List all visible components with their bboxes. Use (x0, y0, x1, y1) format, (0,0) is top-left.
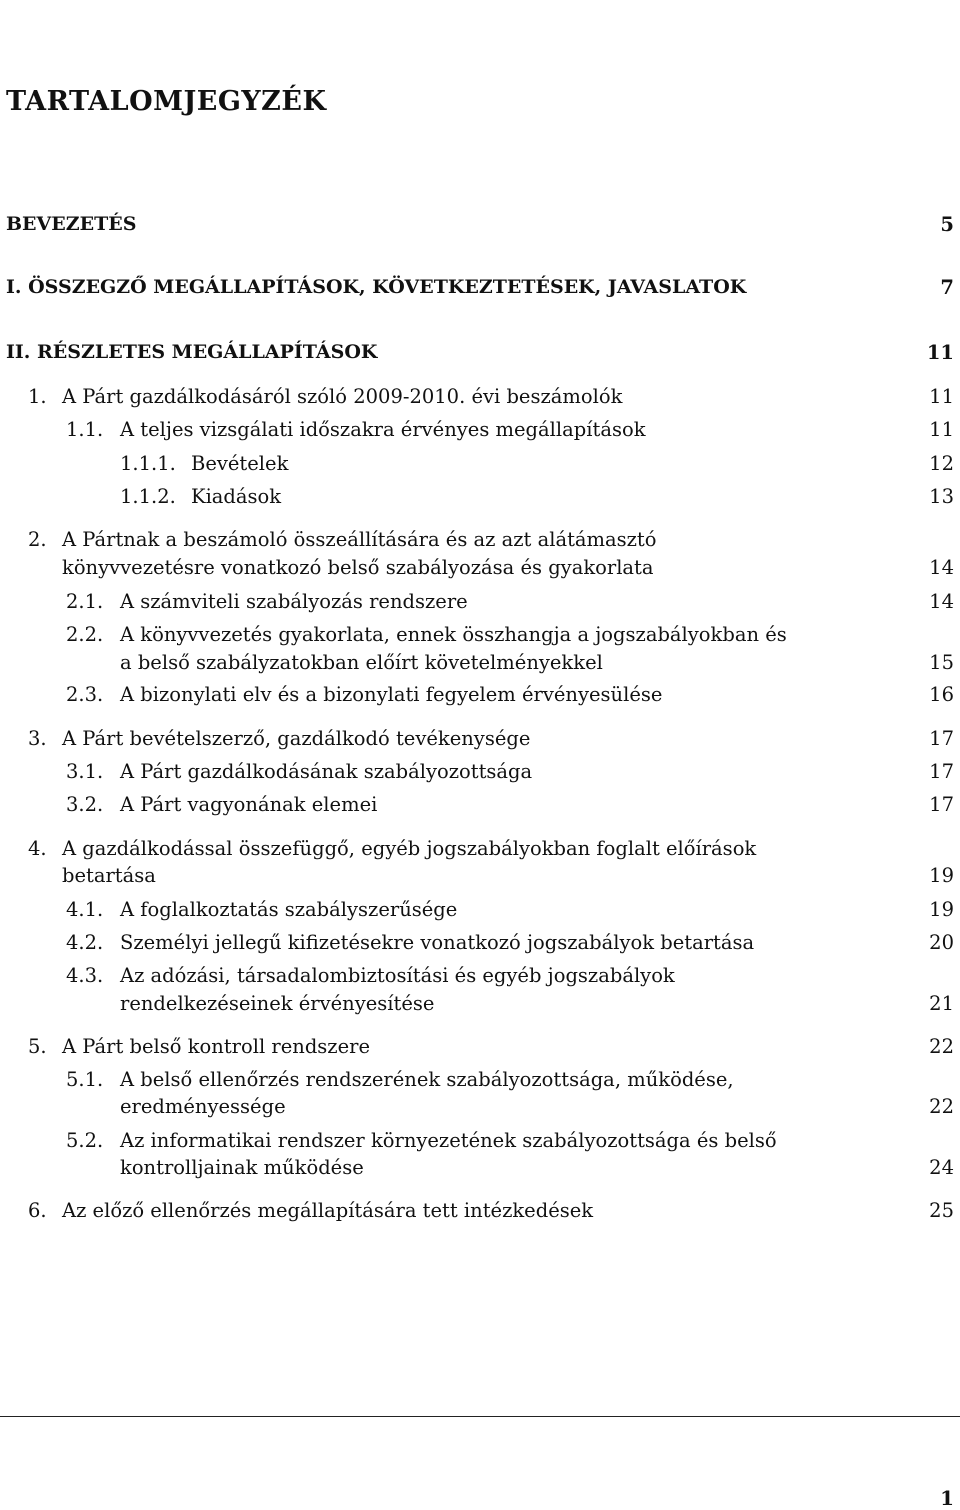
page-title: TARTALOMJEGYZÉK (6, 86, 327, 117)
toc-entry-title: Az előző ellenőrzés megállapítására tett intézkedések (62, 1199, 594, 1222)
toc-entry-page: 22 (929, 1095, 954, 1118)
toc-entry-number: 5.1. (66, 1068, 104, 1091)
toc-entry-title: A Párt gazdálkodásának szabályozottsága (120, 760, 533, 783)
toc-entry-number: 5.2. (66, 1129, 104, 1152)
toc-entry-title: A bizonylati elv és a bizonylati fegyelem érvényesülése (120, 683, 663, 706)
toc-entry-title: A Párt vagyonának elemei (120, 793, 378, 816)
toc-entry-page: 7 (940, 276, 954, 299)
toc-entry-title: A foglalkoztatás szabályszerűsége (120, 898, 458, 921)
toc-entry-title: A teljes vizsgálati időszakra érvényes megállapítások (120, 418, 646, 441)
toc-entry-page: 5 (940, 213, 954, 236)
toc-entry-number: 1. (28, 385, 47, 408)
toc-entry-title: A könyvvezetés gyakorlata, ennek összhangja a jogszabályokban és (120, 623, 787, 646)
toc-entry-number: 2.3. (66, 683, 104, 706)
toc-entry-page: 20 (929, 931, 954, 954)
toc-entry-number: 4.3. (66, 964, 104, 987)
toc-entry-page: 17 (929, 793, 954, 816)
toc-entry-title: A Párt gazdálkodásáról szóló 2009-2010. évi beszámolók (62, 385, 623, 408)
toc-entry-number: 1.1.1. (120, 452, 176, 475)
toc-entry-title-continued: könyvvezetésre vonatkozó belső szabályozása és gyakorlata (62, 556, 654, 579)
toc-entry-page: 17 (929, 727, 954, 750)
page-number: 1 (940, 1486, 954, 1510)
toc-entry-number: 1.1. (66, 418, 104, 441)
toc-entry-title-continued: eredményessége (120, 1095, 286, 1118)
toc-entry-title-continued: kontrolljainak működése (120, 1156, 364, 1179)
toc-entry-title: A Párt bevételszerző, gazdálkodó tevékenysége (62, 727, 531, 750)
toc-entry-title: A Pártnak a beszámoló összeállítására és az azt alátámasztó (62, 528, 657, 551)
toc-entry-title: BEVEZETÉS (6, 213, 137, 235)
toc-entry-page: 24 (929, 1156, 954, 1179)
toc-entry-title: Az adózási, társadalombiztosítási és egyéb jogszabályok (120, 964, 675, 987)
toc-entry-number: 5. (28, 1035, 47, 1058)
toc-entry-title: A számviteli szabályozás rendszere (120, 590, 468, 613)
toc-entry-number: 3.1. (66, 760, 104, 783)
toc-entry-number: 1.1.2. (120, 485, 176, 508)
toc-entry-number: 6. (28, 1199, 47, 1222)
toc-entry-page: 13 (929, 485, 954, 508)
toc-entry-page: 22 (929, 1035, 954, 1058)
toc-entry-number: 2. (28, 528, 47, 551)
toc-entry-title-continued: a belső szabályzatokban előírt követelményekkel (120, 651, 603, 674)
toc-entry-title: Az informatikai rendszer környezetének szabályozottsága és belső (120, 1129, 777, 1152)
toc-entry-title: A belső ellenőrzés rendszerének szabályozottsága, működése, (120, 1068, 734, 1091)
toc-entry-title: A Párt belső kontroll rendszere (62, 1035, 370, 1058)
toc-entry-title: Kiadások (191, 485, 282, 508)
toc-entry-page: 12 (929, 452, 954, 475)
toc-entry-title: II. RÉSZLETES MEGÁLLAPÍTÁSOK (6, 341, 378, 363)
toc-entry-page: 11 (929, 385, 954, 408)
toc-entry-number: 4.2. (66, 931, 104, 954)
toc-entry-title-continued: rendelkezéseinek érvényesítése (120, 992, 435, 1015)
toc-entry-page: 19 (929, 898, 954, 921)
toc-entry-page: 14 (929, 556, 954, 579)
toc-entry-page: 11 (929, 418, 954, 441)
toc-entry-title: A gazdálkodással összefüggő, egyéb jogszabályokban foglalt előírások (62, 837, 757, 860)
toc-entry-page: 14 (929, 590, 954, 613)
toc-entry-number: 3. (28, 727, 47, 750)
toc-entry-page: 21 (929, 992, 954, 1015)
toc-entry-number: 3.2. (66, 793, 104, 816)
toc-entry-title-continued: betartása (62, 864, 156, 887)
toc-entry-title: I. ÖSSZEGZŐ MEGÁLLAPÍTÁSOK, KÖVETKEZTETÉSEK, JAVASLATOK (6, 276, 747, 298)
toc-entry-page: 11 (926, 341, 954, 364)
toc-entry-page: 25 (929, 1199, 954, 1222)
toc-entry-page: 19 (929, 864, 954, 887)
toc-entry-page: 16 (929, 683, 954, 706)
toc-entry-page: 17 (929, 760, 954, 783)
toc-entry-number: 4.1. (66, 898, 104, 921)
footer-divider (0, 1416, 960, 1417)
toc-entry-number: 2.2. (66, 623, 104, 646)
toc-entry-title: Személyi jellegű kifizetésekre vonatkozó jogszabályok betartása (120, 931, 755, 954)
toc-entry-page: 15 (929, 651, 954, 674)
toc-entry-title: Bevételek (191, 452, 289, 475)
toc-entry-number: 4. (28, 837, 47, 860)
toc-entry-number: 2.1. (66, 590, 104, 613)
